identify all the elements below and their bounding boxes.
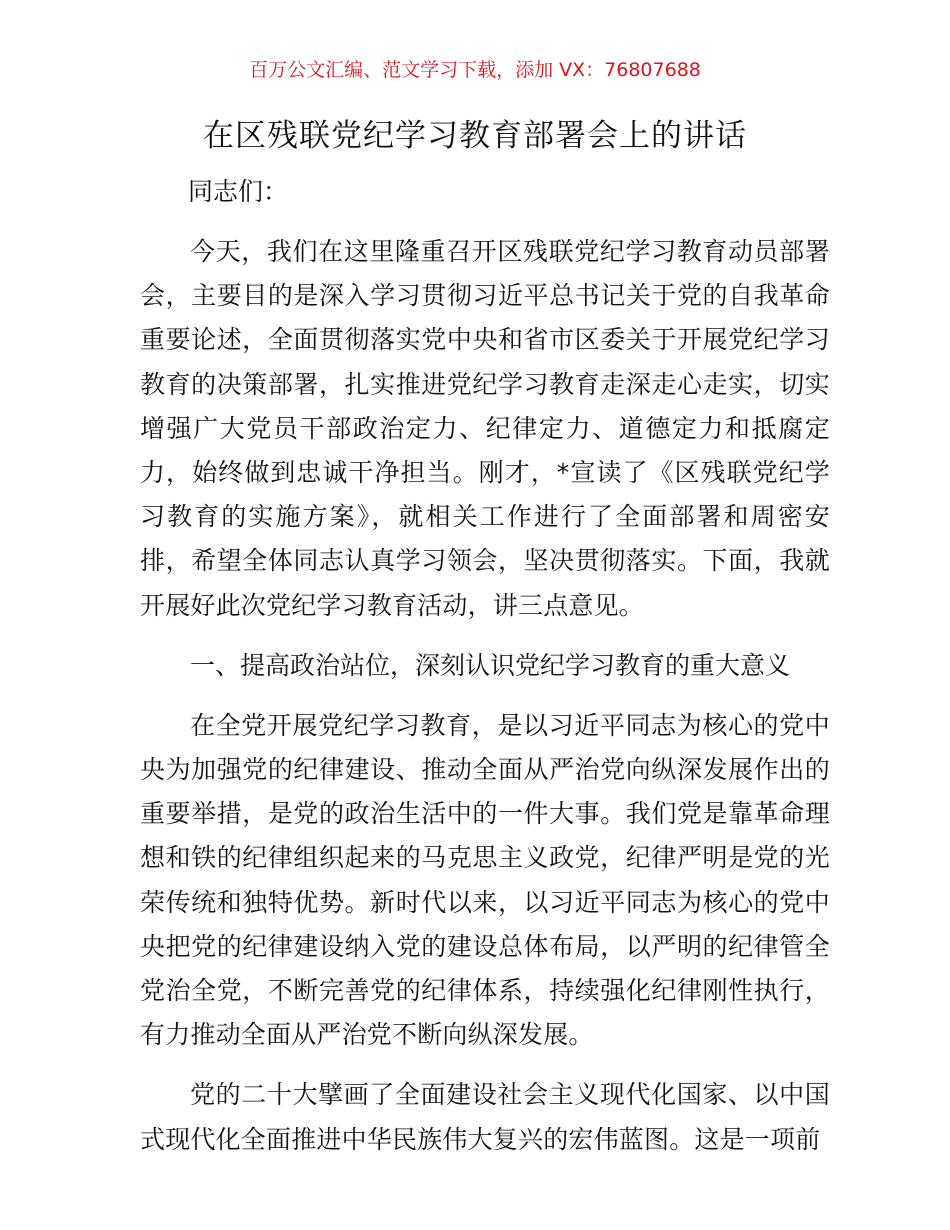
salutation: 同志们： (188, 177, 289, 206)
section-heading-1: 一、提高政治站位，深刻认识党纪学习教育的重大意义 (190, 650, 791, 680)
section-1-paragraph-2: 党的二十大擘画了全面建设社会主义现代化国家、以中国式现代化全面推进中华民族伟大复兴的宏伟蓝图。这是一项前 (140, 1080, 830, 1154)
section-1-paragraph-1: 在全党开展党纪学习教育，是以习近平同志为核心的党中央为加强党的纪律建设、推动全面从严治党向纵深发展作出的重要举措，是党的政治生活中的一件大事。我们党是靠革命理想和铁的纪律组织起来的马克思主义政党，纪律严明是党的光荣传统和独特优势。新时代以来，以习近平同志为核心的党中央把党的纪律建设纳入党的建设总体布局，以严明的纪律管全党治全党，不断完善党的纪律体系，持续强化纪律刚性执行，有力推动全面从严治党不断向纵深发展。 (140, 710, 830, 1050)
document-title: 在区残联党纪学习教育部署会上的讲话 (203, 118, 747, 154)
watermark-banner: 百万公文汇编、范文学习下载，添加 VX：76807688 (249, 59, 701, 81)
opening-paragraph: 今天，我们在这里隆重召开区残联党纪学习教育动员部署会，主要目的是深入学习贯彻习近平总书记关于党的自我革命重要论述，全面贯彻落实党中央和省市区委关于开展党纪学习教育的决策部署，扎实推进党纪学习教育走深走心走实，切实增强广大党员干部政治定力、纪律定力、道德定力和抵腐定力，始终做到忠诚干净担当。刚才，*宣读了《区残联党纪学习教育的实施方案》，就相关工作进行了全面部署和周密安排，希望全体同志认真学习领会，坚决贯彻落实。下面，我就开展好此次党纪学习教育活动，讲三点意见。 (140, 237, 830, 620)
document-body (140, 170, 830, 1178)
